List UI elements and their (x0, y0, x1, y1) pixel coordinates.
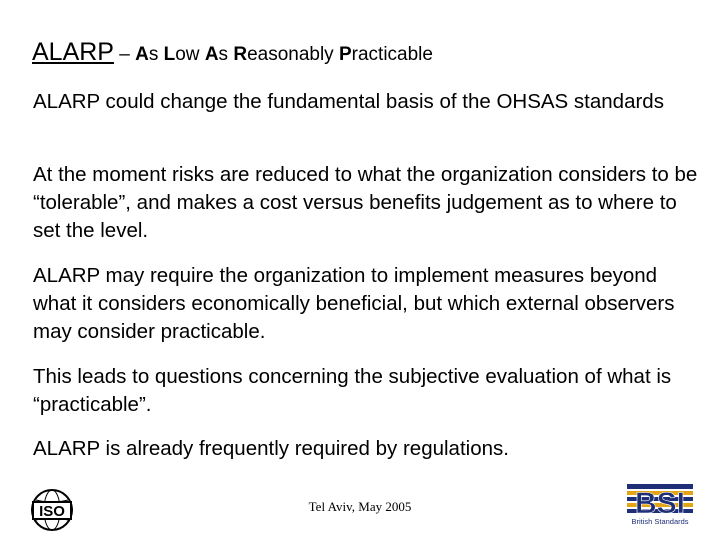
svg-text:ISO: ISO (39, 503, 65, 520)
title-acronym: ALARP (32, 38, 114, 66)
paragraph-2: At the moment risks are reduced to what the organization considers to be “tolerable”, and makes a cost versus benefits judgement as to where to set the level. (33, 163, 698, 242)
footer-text: Tel Aviv, May 2005 (308, 499, 412, 514)
bsi-logo-icon (625, 482, 695, 533)
paragraph-3: ALARP may require the organization to implement measures beyond what it considers economically beneficial, but which external observers may consider practicable. (33, 264, 675, 343)
paragraph-4: This leads to questions concerning the subjective evaluation of what is “practicable”. (33, 365, 672, 416)
svg-text:BSI: BSI (634, 487, 686, 520)
title-expansion: As Low As Reasonably Practicable (135, 44, 433, 65)
svg-text:British Standards: British Standards (631, 517, 689, 526)
paragraph-5: ALARP is already frequently required by regulations. (33, 437, 509, 460)
paragraph-1: ALARP could change the fundamental basis of the OHSAS standards (33, 90, 664, 113)
slide-title (32, 38, 433, 67)
title-dash: – (113, 44, 136, 65)
